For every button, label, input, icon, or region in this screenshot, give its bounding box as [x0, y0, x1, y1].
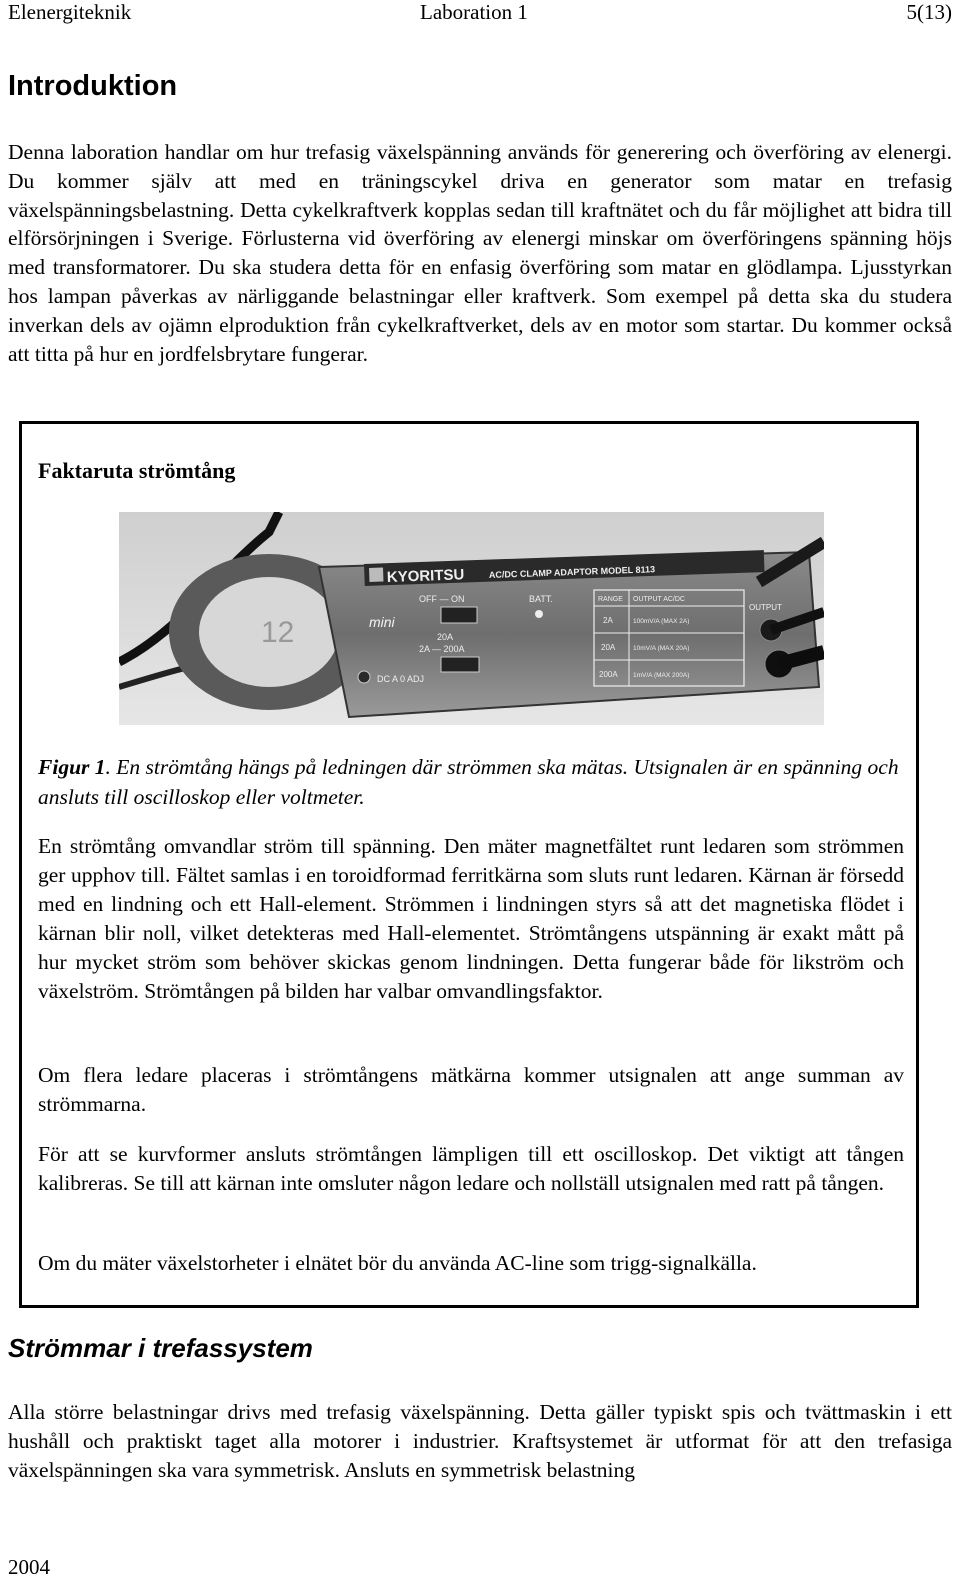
streams-heading: Strömmar i trefassystem: [8, 1333, 313, 1363]
clamp-circle-number: 12: [261, 616, 295, 649]
clamp-meter-illustration: [119, 512, 824, 725]
photo-table-output-3: 1mV/A (MAX 200A): [633, 672, 690, 679]
footer-year: 2004: [8, 1555, 50, 1579]
photo-adj: DC A 0 ADJ: [377, 674, 425, 684]
photo-off-on: OFF — ON: [419, 594, 465, 604]
fact-paragraph-1: En strömtång omvandlar ström till spänning. Den mäter magnetfältet runt ledaren som strömmen ger upphov till. Fältet samlas i en toroidformad ferritkärna som sluts runt ledaren. Kärnan är försedd med en lindning och ett Hall-element. Strömmen i lindningen styrs så att det magnetiska flödet i kärnan blir noll, vilket detekteras med Hall-elementet. Strömtångens utspänning är exakt mått på hur mycket ström som behöver skickas genom lindningen. Detta fungerar både för likström och växelström. Strömtången på bilden har valbar omvandlingsfaktor.: [38, 834, 904, 1003]
figure-label: Figur 1: [38, 755, 106, 779]
photo-brand: KYORITSU: [386, 566, 465, 586]
fact-box: [19, 421, 919, 1308]
page-header: [8, 0, 952, 26]
header-page-number: 5(13): [906, 0, 952, 24]
figure-caption-text: . En strömtång hängs på ledningen där strömmen ska mätas. Utsignalen är en spänning och ansluts till oscilloskop eller voltmeter.: [38, 755, 899, 809]
photo-model-text: AC/DC CLAMP ADAPTOR MODEL 8113: [488, 564, 656, 580]
figure-caption: [38, 752, 904, 812]
intro-heading: Introduktion: [8, 70, 178, 102]
fact-paragraph-3: För att se kurvformer ansluts strömtången lämpligen till ett oscilloskop. Det viktigt att tången kalibreras. Se till att kärnan inte omsluter någon ledare och nollställ utsignalen med ratt på tången.: [38, 1142, 904, 1195]
clamp-meter-photo: [119, 512, 824, 725]
photo-table-range-1: 2A: [603, 616, 613, 625]
fact-paragraph-4: Om du mäter växelstorheter i elnätet bör du använda AC-line som trigg-signalkälla.: [38, 1251, 757, 1275]
photo-table-range-3: 200A: [599, 670, 618, 679]
intro-paragraph: Denna laboration handlar om hur trefasig växelspänning används för generering och överföring av elenergi. Du kommer själv att med en träningscykel driva en generator som matar en trefasig växelspänningsbelastning. Detta cykelkraftverk kopplas sedan till kraftnätet och du får möjlighet att bidra till elförsörjningen i Sverige. Förlusterna vid överföring av elenergi minskar om överföringens spänning höjs med transformatorer. Du ska studera detta för en enfasig överföring som matar en glödlampa. Ljusstyrkan hos lampan påverkas av närliggande belastningar eller kraftverk. Som exempel på detta ska du studera inverkan dels av ojämn elproduktion från cykelkraftverket, dels av en motor som startar. Du kommer också att titta på hur en jordfelsbrytare fungerar.: [8, 140, 952, 366]
photo-output-label: OUTPUT: [749, 603, 782, 612]
fact-box-title: Faktaruta strömtång: [38, 458, 236, 483]
photo-range-2a-200a: 2A — 200A: [419, 644, 465, 654]
fact-paragraph-2: Om flera ledare placeras i strömtångens mätkärna kommer utsignalen att ange summan av strömmarna.: [38, 1063, 904, 1116]
photo-table-header-output: OUTPUT AC/DC: [633, 596, 685, 603]
photo-table-output-2: 10mV/A (MAX 20A): [633, 645, 690, 652]
photo-table-range-2: 20A: [601, 643, 616, 652]
header-lab-title: Laboration 1: [420, 0, 528, 24]
photo-table-output-1: 100mV/A (MAX 2A): [633, 618, 690, 625]
photo-batt: BATT.: [529, 594, 553, 604]
photo-table-header-range: RANGE: [598, 596, 623, 603]
photo-range-20a: 20A: [437, 632, 454, 642]
photo-mini: mini: [369, 614, 395, 630]
streams-paragraph: Alla större belastningar drivs med trefasig växelspänning. Detta gäller typiskt spis och tvättmaskin i ett hushåll och praktiskt taget alla motorer i industrier. Kraftsystemet är utformat för att den trefasiga växelspänningen ska vara symmetrisk. Ansluts en symmetrisk belastning: [8, 1400, 952, 1482]
header-course-title: Elenergiteknik: [8, 0, 132, 24]
